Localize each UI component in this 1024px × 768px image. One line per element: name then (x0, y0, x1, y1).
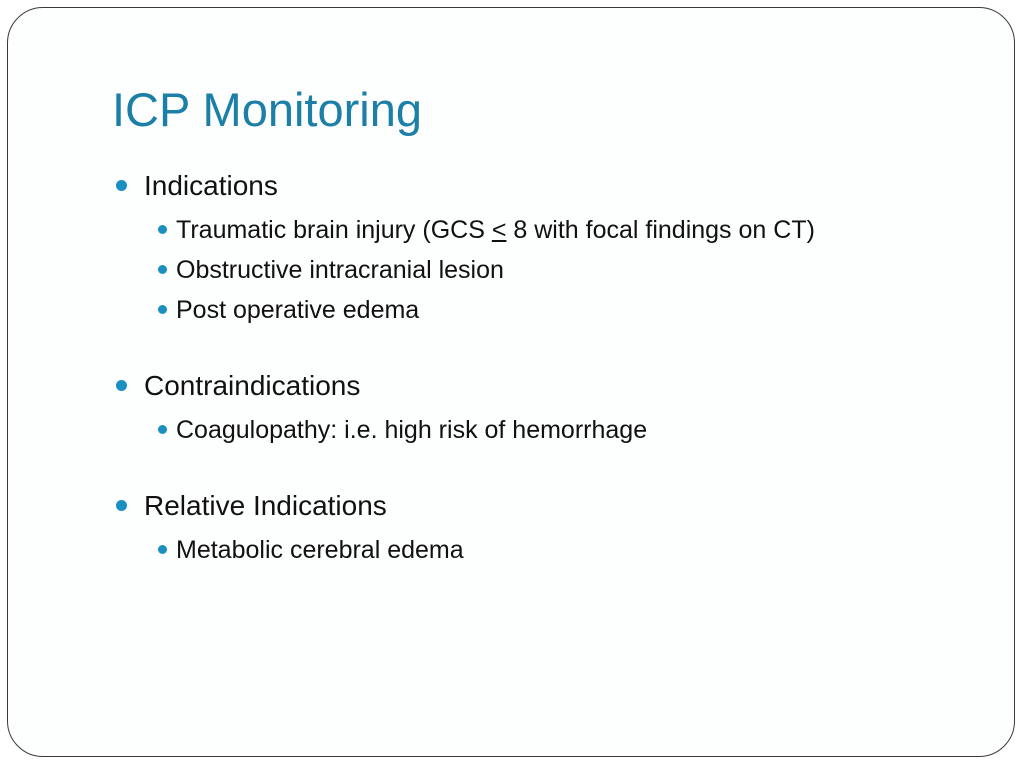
slide-title: ICP Monitoring (112, 83, 422, 136)
list-item-text: 8 with focal findings on CT) (506, 216, 815, 244)
bullet-dot-icon (116, 500, 127, 511)
sub-list (144, 410, 986, 450)
bullet-list (116, 166, 986, 570)
list-item-text: Metabolic cerebral edema (176, 536, 464, 564)
bullet-dot-icon (116, 180, 127, 191)
bullet-dot-icon (158, 225, 167, 234)
list-item (146, 210, 986, 250)
section-contraindications (116, 366, 986, 450)
bullet-dot-icon (116, 380, 127, 391)
section-heading: Contraindications (144, 370, 361, 401)
list-item-text: Post operative edema (176, 296, 420, 324)
list-item-text: Coagulopathy: i.e. high risk of hemorrhage (176, 416, 648, 444)
list-item (146, 250, 986, 290)
section-heading: Indications (144, 170, 278, 201)
bullet-dot-icon (158, 305, 167, 314)
less-than-or-equal-symbol: < (491, 216, 507, 244)
section-heading: Relative Indications (144, 490, 387, 521)
list-item-text: Traumatic brain injury (GCS (176, 216, 492, 244)
sub-list (144, 530, 986, 570)
list-item (146, 530, 986, 570)
bullet-dot-icon (158, 265, 167, 274)
list-item (146, 410, 986, 450)
bullet-dot-icon (158, 545, 167, 554)
section-indications (116, 166, 986, 330)
sub-list (144, 210, 986, 330)
list-item (146, 290, 986, 330)
list-item-text: Obstructive intracranial lesion (176, 256, 504, 284)
section-relative-indications (116, 486, 986, 570)
bullet-dot-icon (158, 425, 167, 434)
